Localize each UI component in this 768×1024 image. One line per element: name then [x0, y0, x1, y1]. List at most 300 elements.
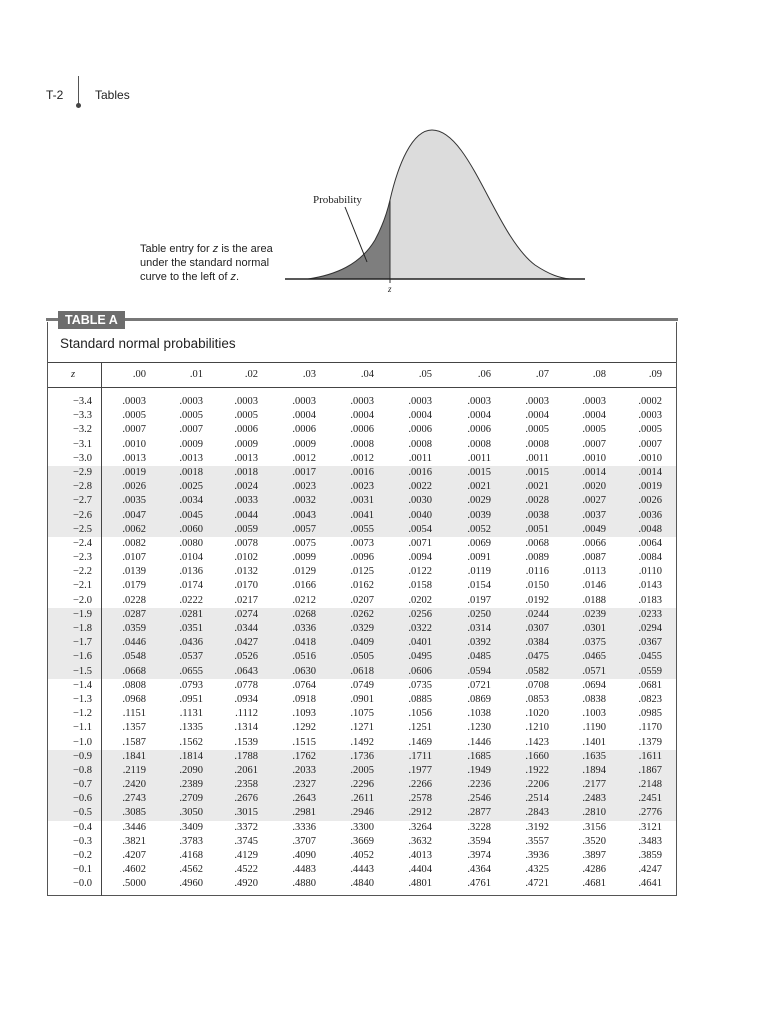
- table-cell: .0004: [525, 410, 549, 422]
- table-cell: .0004: [350, 410, 374, 422]
- table-cell: .0025: [179, 481, 203, 493]
- table-cell: .0055: [350, 523, 374, 535]
- table-cell: .1056: [408, 708, 432, 720]
- table-tag: TABLE A: [58, 311, 125, 329]
- table-cell: .0060: [179, 523, 203, 535]
- table-row: [48, 608, 676, 622]
- table-cell: .0089: [525, 552, 549, 564]
- z-cell: −1.7: [72, 637, 92, 649]
- table-cell: .0003: [234, 396, 258, 407]
- table-row: [48, 849, 676, 863]
- z-cell: −3.4: [72, 396, 92, 407]
- table-cell: .0004: [467, 410, 491, 422]
- table-cell: .0037: [582, 509, 606, 521]
- section-title: Tables: [95, 88, 130, 102]
- table-cell: .1977: [408, 764, 432, 776]
- table-cell: .3336: [292, 821, 316, 833]
- z-cell: −1.3: [72, 693, 92, 705]
- table-cell: .0104: [179, 552, 203, 564]
- table-cell: .3264: [408, 821, 432, 833]
- table-cell: .0041: [350, 509, 374, 521]
- table-cell: .0375: [582, 637, 606, 649]
- table-cell: .1423: [525, 736, 549, 748]
- table-cell: .0021: [525, 481, 549, 493]
- table-title: Standard normal probabilities: [60, 336, 236, 351]
- table-cell: .3121: [638, 821, 662, 833]
- table-cell: .0409: [350, 637, 374, 649]
- table-cell: .0336: [292, 623, 316, 634]
- z-cell: −0.4: [72, 821, 92, 833]
- table-cell: .0023: [350, 481, 374, 493]
- table-cell: .0162: [350, 580, 374, 592]
- table-cell: .0002: [638, 396, 662, 407]
- table-row: [48, 466, 676, 480]
- table-cell: .1190: [582, 722, 606, 734]
- table-cell: .1151: [122, 708, 146, 720]
- table-cell: .1660: [525, 750, 549, 762]
- table-cell: .03: [302, 369, 316, 380]
- table-cell: .1492: [350, 736, 374, 748]
- table-row: [48, 438, 676, 452]
- table-cell: .0516: [292, 651, 316, 663]
- table-cell: .1922: [525, 764, 549, 776]
- table-cell: .2005: [350, 764, 374, 776]
- table-cell: .0618: [350, 665, 374, 677]
- z-cell: −2.8: [72, 481, 92, 493]
- table-cell: .2119: [122, 764, 146, 776]
- table-cell: .0005: [179, 410, 203, 422]
- table-cell: .0307: [525, 623, 549, 634]
- table-cell: .0401: [408, 637, 432, 649]
- table-cell: .3632: [408, 835, 432, 847]
- table-cell: .0016: [350, 466, 374, 478]
- table-cell: .0007: [179, 424, 203, 436]
- page-number: T-2: [46, 88, 64, 102]
- table-cell: .0013: [122, 452, 146, 464]
- table-cell: .1251: [408, 722, 432, 734]
- table-cell: .0007: [582, 438, 606, 450]
- table-cell: .2420: [122, 779, 146, 791]
- table-cell: .00: [132, 369, 146, 380]
- table-cell: .0384: [525, 637, 549, 649]
- table-cell: .0019: [122, 466, 146, 478]
- table-cell: .1587: [122, 736, 146, 748]
- table-cell: .3594: [467, 835, 491, 847]
- z-cell: −0.0: [72, 878, 92, 890]
- table-cell: .4681: [582, 878, 606, 890]
- table-row: [48, 736, 676, 750]
- table-cell: .2877: [467, 807, 491, 819]
- table-cell: .0158: [408, 580, 432, 592]
- table-cell: .1949: [467, 764, 491, 776]
- table-cell: .2296: [350, 779, 374, 791]
- table-cell: .0274: [234, 608, 258, 620]
- table-cell: .0012: [292, 452, 316, 464]
- table-cell: .0202: [408, 594, 432, 606]
- table-row: [48, 480, 676, 494]
- table-cell: .3669: [350, 835, 374, 847]
- table-cell: .0122: [408, 566, 432, 578]
- table-cell: .0146: [582, 580, 606, 592]
- table-cell: .0537: [179, 651, 203, 663]
- table-cell: .0183: [638, 594, 662, 606]
- table-cell: .2514: [525, 793, 549, 805]
- z-column-divider: [101, 362, 102, 896]
- table-cell: .0003: [292, 396, 316, 407]
- table-cell: .0030: [408, 495, 432, 507]
- table-cell: .0068: [525, 537, 549, 549]
- table-cell: .0036: [638, 509, 662, 521]
- table-cell: .0351: [179, 623, 203, 634]
- table-cell: .4880: [292, 878, 316, 890]
- table-cell: .0446: [122, 637, 146, 649]
- table-cell: .3483: [638, 835, 662, 847]
- table-cell: .2810: [582, 807, 606, 819]
- table-row: [48, 551, 676, 565]
- table-cell: .0212: [292, 594, 316, 606]
- table-cell: .0071: [408, 537, 432, 549]
- table-cell: .0015: [467, 466, 491, 478]
- table-cell: .0009: [292, 438, 316, 450]
- table-cell: .4562: [179, 864, 203, 876]
- probability-table: [48, 362, 676, 892]
- table-cell: .04: [360, 369, 374, 380]
- z-cell: −2.6: [72, 509, 92, 521]
- table-cell: .0026: [638, 495, 662, 507]
- table-cell: .0668: [122, 665, 146, 677]
- table-cell: .4801: [408, 878, 432, 890]
- table-cell: .0749: [350, 679, 374, 691]
- table-cell: .0027: [582, 495, 606, 507]
- table-cell: .4761: [467, 878, 491, 890]
- table-cell: .2709: [179, 793, 203, 805]
- table-cell: .0008: [525, 438, 549, 450]
- table-cell: .0125: [350, 566, 374, 578]
- table-cell: .2061: [234, 764, 258, 776]
- table-cell: .4325: [525, 864, 549, 876]
- table-cell: .0004: [582, 410, 606, 422]
- z-cell: −1.9: [72, 608, 92, 620]
- table-row: [48, 778, 676, 792]
- table-cell: .0764: [292, 679, 316, 691]
- table-cell: .2743: [122, 793, 146, 805]
- z-cell: −2.1: [72, 580, 92, 592]
- curve-right-area: [390, 130, 570, 279]
- table-cell: .1446: [467, 736, 491, 748]
- table-cell: .4483: [292, 864, 316, 876]
- table-cell: .0322: [408, 623, 432, 634]
- z-cell: −0.3: [72, 835, 92, 847]
- table-cell: .0233: [638, 608, 662, 620]
- table-cell: .0017: [292, 466, 316, 478]
- table-cell: .1093: [292, 708, 316, 720]
- table-cell: .0033: [234, 495, 258, 507]
- table-cell: .0869: [467, 693, 491, 705]
- table-cell: .0968: [122, 693, 146, 705]
- table-cell: .3974: [467, 850, 491, 861]
- table-cell: .0066: [582, 537, 606, 549]
- table-cell: .1469: [408, 736, 432, 748]
- table-cell: .3557: [525, 835, 549, 847]
- table-cell: .0080: [179, 537, 203, 549]
- table-cell: .1562: [179, 736, 203, 748]
- table-row: [48, 622, 676, 636]
- table-cell: .0735: [408, 679, 432, 691]
- table-cell: .1210: [525, 722, 549, 734]
- table-cell: .0329: [350, 623, 374, 634]
- table-cell: .4960: [179, 878, 203, 890]
- table-cell: .2148: [638, 779, 662, 791]
- table-cell: .1379: [638, 736, 662, 748]
- table-cell: .4090: [292, 850, 316, 861]
- table-cell: .0838: [582, 693, 606, 705]
- table-cell: .0427: [234, 637, 258, 649]
- table-cell: .0003: [122, 396, 146, 407]
- table-cell: .0003: [582, 396, 606, 407]
- table-cell: .0918: [292, 693, 316, 705]
- table-cell: .0808: [122, 679, 146, 691]
- table-cell: .0054: [408, 523, 432, 535]
- table-cell: .1515: [292, 736, 316, 748]
- table-cell: .0885: [408, 693, 432, 705]
- table-cell: .2451: [638, 793, 662, 805]
- table-cell: .0132: [234, 566, 258, 578]
- table-cell: .1788: [234, 750, 258, 762]
- table-cell: .0485: [467, 651, 491, 663]
- table-cell: .0003: [350, 396, 374, 407]
- table-cell: .2843: [525, 807, 549, 819]
- table-cell: .0102: [234, 552, 258, 564]
- table-cell: .0064: [638, 537, 662, 549]
- table-cell: .0630: [292, 665, 316, 677]
- table-cell: .0239: [582, 608, 606, 620]
- table-cell: .0475: [525, 651, 549, 663]
- table-cell: .0268: [292, 608, 316, 620]
- table-cell: .0014: [638, 466, 662, 478]
- table-cell: .0007: [122, 424, 146, 436]
- table-cell: .3300: [350, 821, 374, 833]
- probability-pointer: [345, 207, 367, 262]
- table-cell: .0008: [467, 438, 491, 450]
- table-cell: .0179: [122, 580, 146, 592]
- table-cell: .4602: [122, 864, 146, 876]
- table-cell: .1867: [638, 764, 662, 776]
- table-cell: .0594: [467, 665, 491, 677]
- table-cell: .0005: [638, 424, 662, 436]
- table-cell: .2389: [179, 779, 203, 791]
- table-cell: .0116: [525, 566, 549, 578]
- table-cell: .4168: [179, 850, 203, 861]
- table-cell: .0436: [179, 637, 203, 649]
- table-row: [48, 409, 676, 423]
- table-cell: .0465: [582, 651, 606, 663]
- table-cell: .1230: [467, 722, 491, 734]
- table-cell: .3446: [122, 821, 146, 833]
- z-cell: −2.0: [72, 594, 92, 606]
- table-row: [48, 721, 676, 735]
- table-header-row: [48, 362, 676, 388]
- table-cell: .0073: [350, 537, 374, 549]
- table-cell: .3707: [292, 835, 316, 847]
- table-cell: .09: [648, 369, 662, 380]
- table-cell: .1271: [350, 722, 374, 734]
- table-row: [48, 523, 676, 537]
- table-cell: .5000: [122, 878, 146, 890]
- table-cell: .0051: [525, 523, 549, 535]
- table-cell: .0010: [122, 438, 146, 450]
- table-cell: .3192: [525, 821, 549, 833]
- table-cell: .0010: [582, 452, 606, 464]
- table-row: [48, 509, 676, 523]
- table-cell: .0024: [234, 481, 258, 493]
- table-cell: .0012: [350, 452, 374, 464]
- table-cell: .0418: [292, 637, 316, 649]
- table-cell: .4920: [234, 878, 258, 890]
- table-cell: .0069: [467, 537, 491, 549]
- z-cell: −0.7: [72, 779, 92, 791]
- table-row: [48, 636, 676, 650]
- table-cell: .0188: [582, 594, 606, 606]
- table-cell: .2611: [350, 793, 374, 805]
- table-cell: .0018: [234, 466, 258, 478]
- table-cell: .0047: [122, 509, 146, 521]
- table-cell: .0039: [467, 509, 491, 521]
- table-cell: .0022: [408, 481, 432, 493]
- table-cell: .0708: [525, 679, 549, 691]
- table-cell: .3015: [234, 807, 258, 819]
- table-cell: .4286: [582, 864, 606, 876]
- table-cell: .0281: [179, 608, 203, 620]
- table-cell: .2358: [234, 779, 258, 791]
- table-cell: .0034: [179, 495, 203, 507]
- table-cell: .3372: [234, 821, 258, 833]
- table-row: [48, 650, 676, 664]
- table-cell: .2327: [292, 779, 316, 791]
- table-cell: .1038: [467, 708, 491, 720]
- table-cell: .0094: [408, 552, 432, 564]
- z-cell: z: [70, 369, 76, 380]
- table-cell: .0084: [638, 552, 662, 564]
- table-cell: .0110: [638, 566, 662, 578]
- table-cell: .0934: [234, 693, 258, 705]
- z-axis-label: z: [388, 284, 392, 294]
- table-cell: .0571: [582, 665, 606, 677]
- table-cell: .0951: [179, 693, 203, 705]
- table-cell: .1539: [234, 736, 258, 748]
- table-row: [48, 537, 676, 551]
- table-cell: .0099: [292, 552, 316, 564]
- table-cell: .2676: [234, 793, 258, 805]
- table-cell: .0582: [525, 665, 549, 677]
- table-row: [48, 494, 676, 508]
- table-cell: .0082: [122, 537, 146, 549]
- table-cell: .0031: [350, 495, 374, 507]
- table-cell: .4013: [408, 850, 432, 861]
- table-cell: .0005: [582, 424, 606, 436]
- table-cell: .0003: [179, 396, 203, 407]
- table-cell: .0495: [408, 651, 432, 663]
- table-cell: .0043: [292, 509, 316, 521]
- table-cell: .3085: [122, 807, 146, 819]
- table-cell: .0853: [525, 693, 549, 705]
- table-row: [48, 750, 676, 764]
- z-cell: −1.4: [72, 679, 92, 691]
- table-cell: .0250: [467, 608, 491, 620]
- table-cell: .0548: [122, 651, 146, 663]
- z-cell: −1.2: [72, 708, 92, 720]
- table-cell: .0392: [467, 637, 491, 649]
- table-cell: .0150: [525, 580, 549, 592]
- table-cell: .0003: [525, 396, 549, 407]
- table-cell: .0301: [582, 623, 606, 634]
- table-cell: .0052: [467, 523, 491, 535]
- table-cell: .1736: [350, 750, 374, 762]
- table-row: [48, 707, 676, 721]
- table-cell: .0062: [122, 523, 146, 535]
- table-cell: .3897: [582, 850, 606, 861]
- table-row: [48, 423, 676, 437]
- header-rule-dot: [76, 103, 81, 108]
- table-cell: .0045: [179, 509, 203, 521]
- table-cell: .0154: [467, 580, 491, 592]
- table-cell: .0048: [638, 523, 662, 535]
- table-cell: .0113: [582, 566, 606, 578]
- table-cell: .4404: [408, 864, 432, 876]
- curve-left-shaded-area: [308, 200, 390, 279]
- table-cell: .0006: [234, 424, 258, 436]
- z-cell: −2.4: [72, 537, 92, 549]
- table-cell: .0262: [350, 608, 374, 620]
- table-cell: .1292: [292, 722, 316, 734]
- z-cell: −2.2: [72, 566, 92, 578]
- table-cell: .0314: [467, 623, 491, 634]
- table-cell: .0006: [292, 424, 316, 436]
- table-cell: .0222: [179, 594, 203, 606]
- table-cell: .0107: [122, 552, 146, 564]
- table-cell: .0228: [122, 594, 146, 606]
- table-row: [48, 679, 676, 693]
- table-cell: .1841: [122, 750, 146, 762]
- normal-curve-figure: [280, 125, 600, 295]
- table-cell: .1401: [582, 736, 606, 748]
- table-cell: .2912: [408, 807, 432, 819]
- table-cell: .0139: [122, 566, 146, 578]
- table-cell: .3050: [179, 807, 203, 819]
- z-cell: −0.5: [72, 807, 92, 819]
- table-cell: .1075: [350, 708, 374, 720]
- table-cell: .3520: [582, 835, 606, 847]
- z-cell: −0.9: [72, 750, 92, 762]
- table-cell: .2776: [638, 807, 662, 819]
- table-cell: .1814: [179, 750, 203, 762]
- table-cell: .2981: [292, 807, 316, 819]
- table-cell: .0143: [638, 580, 662, 592]
- table-row: [48, 579, 676, 593]
- table-cell: .0023: [292, 481, 316, 493]
- z-cell: −3.0: [72, 452, 92, 464]
- table-cell: .2578: [408, 793, 432, 805]
- table-cell: .0091: [467, 552, 491, 564]
- table-cell: .0005: [525, 424, 549, 436]
- table-cell: .0170: [234, 580, 258, 592]
- table-cell: .0655: [179, 665, 203, 677]
- table-cell: .0004: [408, 410, 432, 422]
- table-cell: .0244: [525, 608, 549, 620]
- table-row: [48, 877, 676, 891]
- table-row: [48, 594, 676, 608]
- table-cell: .0026: [122, 481, 146, 493]
- table-cell: .4364: [467, 864, 491, 876]
